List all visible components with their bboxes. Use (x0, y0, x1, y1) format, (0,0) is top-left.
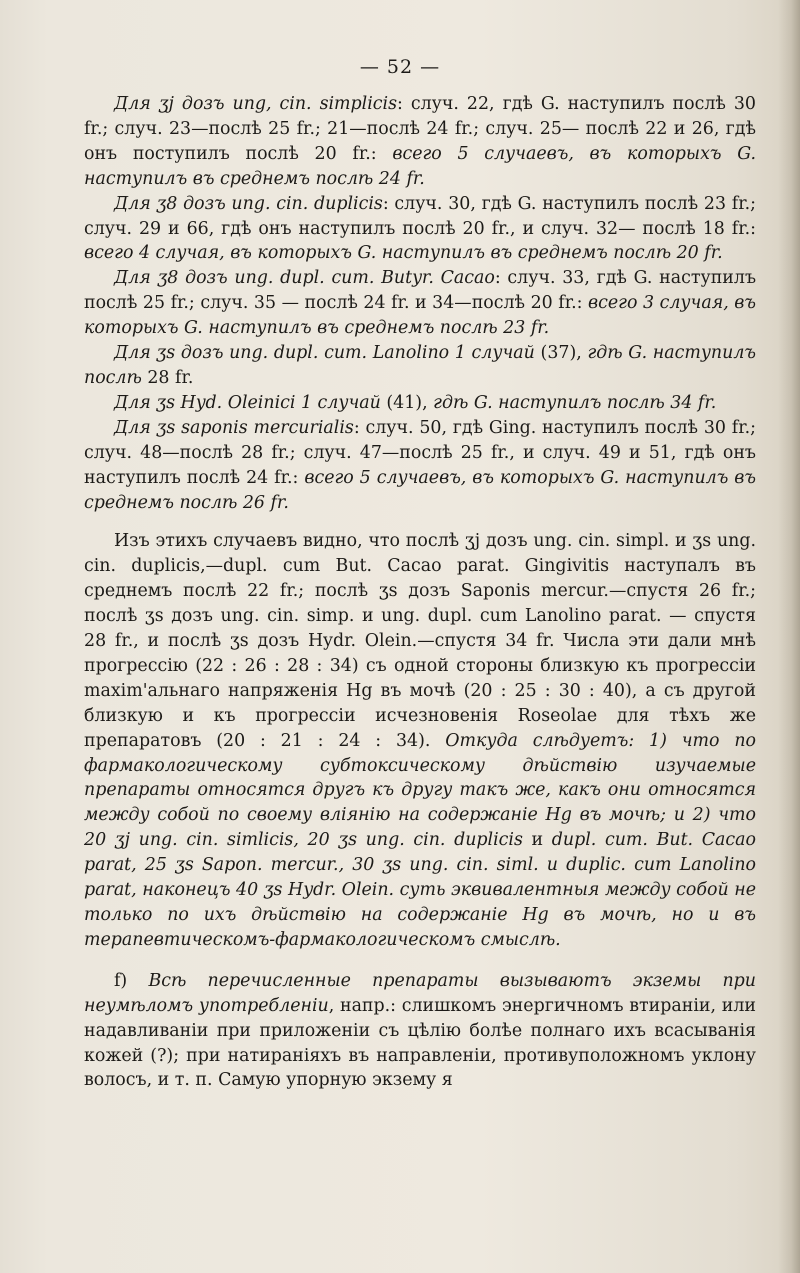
italic-text-segment: гдѣ G. наступилъ послѣ 34 fr. (433, 392, 717, 413)
page-number: — 52 — (359, 56, 441, 78)
italic-text-segment: Всѣ перечисленные препараты вызываютъ экземы при неумѣломъ употребленіи (84, 970, 757, 1016)
paragraph (84, 92, 756, 192)
paragraph (84, 969, 756, 1094)
paragraph (84, 341, 756, 391)
italic-text-segment: dupl. cum. But. Cacao parat, 25 ʒs Sapon. mercur., 30 ʒs ung. cin. siml. и duplic. cum Lanolino parat, наконецъ 40 ʒs Hydr. Olein. суть эквивалентныя между собой не только по ихъ дѣйствію на содержаніе Hg въ мочѣ, но и въ терапевтическомъ-фармакологическомъ смыслѣ. (84, 830, 756, 950)
text-segment: : случ. 33, гдѣ G. наступилъ послѣ 25 fr.; случ. 35 — послѣ 24 fr. и 34—послѣ 20 fr.: (84, 268, 757, 314)
italic-text-segment: всего 3 случая, въ которыхъ G. наступилъ въ среднемъ послѣ 23 fr. (84, 293, 756, 339)
text-segment: f) (114, 970, 149, 991)
text-segment: 28 fr. (141, 367, 194, 388)
text-segment: , напр.: слишкомъ энергичномъ втираніи, или надавливаніи при приложеніи съ цѣлію болѣе полнаго ихъ всасыванія кожей (?); при натираніяхъ въ направленіи, противуположномъ уклону волосъ, и т. п. Самую упорную экзему я (84, 995, 756, 1091)
page-edge-shadow (778, 0, 800, 1273)
text-segment: (37), (534, 343, 588, 364)
italic-text-segment: Для ʒj дозъ ung, cin. simplicis (114, 94, 398, 114)
paragraph (84, 391, 756, 416)
italic-text-segment: Для ʒ8 дозъ ung. cin. duplicis (114, 193, 383, 214)
italic-text-segment: всего 5 случаевъ, въ которыхъ G. наступилъ въ среднемъ послѣ 26 fr. (84, 467, 756, 513)
paragraph (84, 192, 756, 267)
italic-text-segment: всего 5 случаевъ, въ которыхъ G. наступилъ въ среднемъ послѣ 24 fr. (84, 143, 757, 189)
body-text (84, 92, 756, 1093)
italic-text-segment: Для ʒs saponis mercurialis (114, 417, 354, 438)
italic-text-segment: гдѣ G. наступилъ послѣ (84, 343, 756, 388)
italic-text-segment: Откуда слѣдуетъ: 1) что по фармакологическому субтоксическому дѣйствію изучаемые препараты относятся другъ къ другу такъ же, какъ они относятся между собой по своему вліянію на содержаніе Hg въ мочѣ; и 2) что 20 ʒj ung. cin. simlicis, 20 ʒs ung. cin. duplicis (84, 730, 756, 851)
italic-text-segment: всего 4 случая, въ которыхъ G. наступилъ въ среднемъ послѣ 20 fr. (84, 243, 723, 264)
text-segment: : случ. 50, гдѣ Ging. наступилъ послѣ 30 fr.; случ. 48—послѣ 28 fr.; случ. 47—послѣ 25 fr., и случ. 49 и 51, гдѣ онъ наступилъ послѣ 24 fr.: (84, 417, 756, 488)
paragraph (84, 266, 756, 341)
text-segment: : случ. 30, гдѣ G. наступилъ послѣ 23 fr.; случ. 29 и 66, гдѣ онъ наступилъ послѣ 20 fr., и случ. 32— послѣ 18 fr.: (84, 193, 756, 239)
text-segment: : случ. 22, гдѣ G. наступилъ послѣ 30 fr.; случ. 23—послѣ 25 fr.; 21—послѣ 24 fr.; случ. 25— послѣ 22 и 26, гдѣ онъ поступилъ послѣ 20 fr.: (84, 94, 756, 164)
paragraph (84, 529, 756, 952)
text-segment: и (522, 830, 552, 851)
text-segment: (41), (380, 392, 434, 413)
italic-text-segment: Для ʒs Hyd. Oleinici 1 случай (114, 392, 381, 413)
italic-text-segment: Для ʒ8 дозъ ung. dupl. cum. Butyr. Cacao (114, 268, 495, 289)
paragraph (84, 416, 756, 516)
text-segment: Изъ этихъ случаевъ видно, что послѣ ʒj дозъ ung. cin. simpl. и ʒs ung. cin. duplicis,—dupl. cum But. Cacao parat. Gingivitis наступалъ въ среднемъ послѣ 22 fr.; послѣ ʒs дозъ Saponis mercur.—спустя 26 fr.; послѣ ʒs дозъ ung. cin. simp. и ung. dupl. cum Lanolino parat. — спустя 28 fr., и послѣ ʒs дозъ Hydr. Olein.—спустя 34 fr. Числа эти дали мнѣ прогрессію (22 : 26 : 28 : 34) съ одной стороны близкую къ прогрессіи maxim'альнаго напряженія Hg въ мочѣ (20 : 25 : 30 : 40), а съ другой близкую и къ прогрессіи исчезновенія Roseolae для тѣхъ же препаратовъ (20 : 21 : 24 : 34). (84, 531, 756, 751)
italic-text-segment: Для ʒs дозъ ung. dupl. cum. Lanolino 1 случай (114, 343, 535, 364)
